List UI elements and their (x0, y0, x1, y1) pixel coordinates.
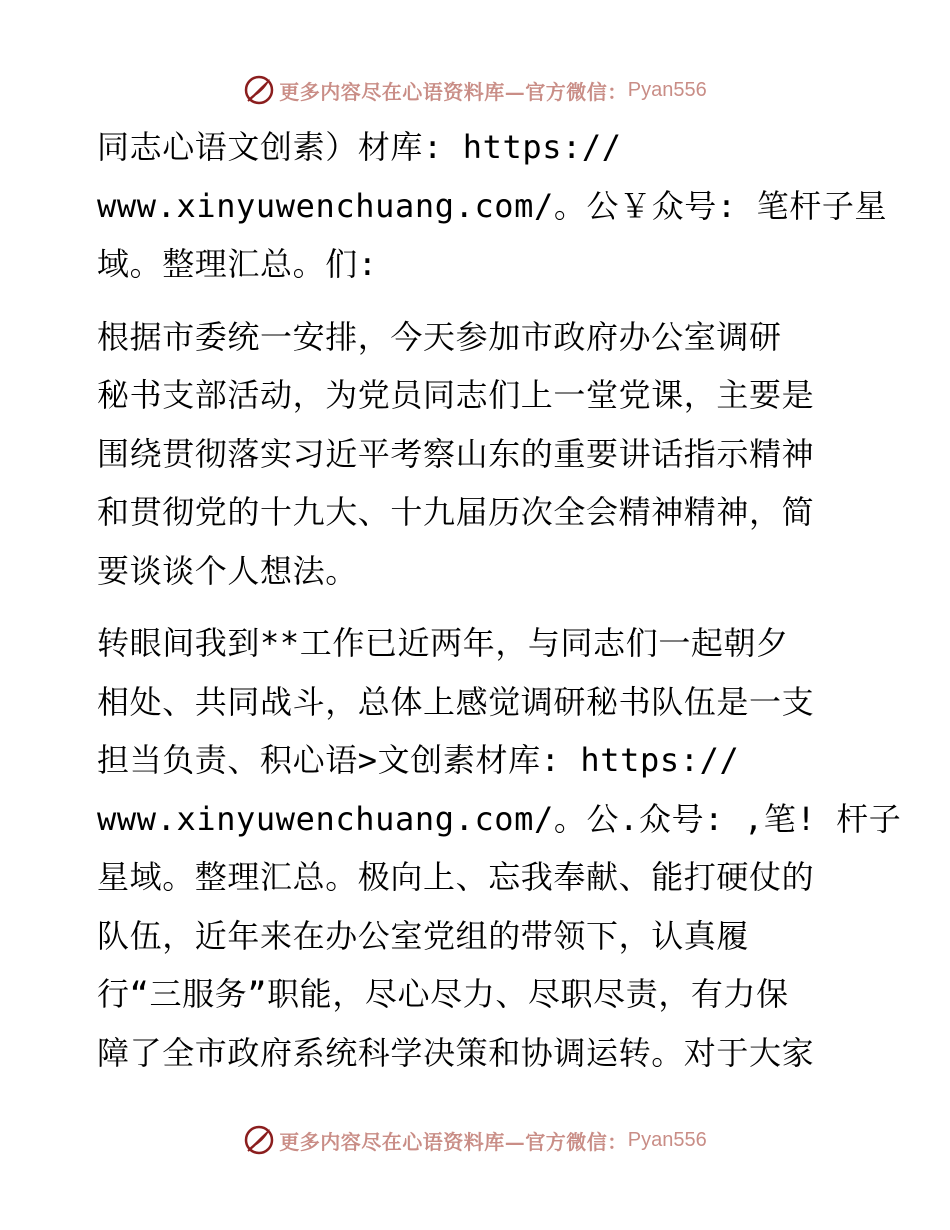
text-line: 行“三服务”职能，尽心尽力、尽职尽责，有力保 (97, 975, 789, 1013)
header-banner (0, 70, 950, 110)
text-line: 队伍，近年来在办公室党组的带领下，认真履 (97, 916, 750, 955)
paragraph-1 (97, 118, 888, 294)
text-line: 相处、共同战斗，总体上感觉调研秘书队伍是一支 (97, 682, 815, 721)
text-line: 根据市委统一安排，今天参加市政府办公室调研 (97, 317, 782, 356)
text-line: 秘书支部活动，为党员同志们上一堂党课，主要是 (97, 376, 815, 414)
text-line: 转眼间我到**工作已近两年，与同志们一起朝夕 (97, 624, 789, 662)
text-line: 域。整理汇总。们: (97, 245, 378, 283)
paragraph-3 (97, 614, 902, 1082)
text-line: 担当负责、积心语>文创素材库: https:// (97, 741, 740, 779)
header-wechat-id: Pyan556 (627, 78, 707, 101)
footer-wechat-id: Pyan556 (627, 1128, 707, 1151)
text-line: www.xinyuwenchuang.com/。公￥众号: 笔杆子星 (97, 186, 888, 225)
header-text: 更多内容尽在心语资料库—官方微信： (279, 79, 628, 104)
text-line: 同志心语文创素）材库: https:// (97, 128, 622, 166)
footer-text: 更多内容尽在心语资料库—官方微信： (279, 1129, 628, 1154)
paragraph-2 (97, 308, 857, 601)
text-line: 围绕贯彻落实习近平考察山东的重要讲话指示精神 (97, 434, 815, 473)
text-line: 星域。整理汇总。极向上、忘我奉献、能打硬仗的 (97, 858, 815, 896)
text-line: www.xinyuwenchuang.com/。公.众号: ,笔! 杆子 (97, 799, 902, 838)
text-line: 和贯彻党的十九大、十九届历次全会精神精神，简 (97, 493, 815, 531)
quill-pen-logo-icon (243, 1124, 275, 1156)
quill-pen-logo-icon (243, 74, 275, 106)
document-body (97, 118, 902, 1096)
footer-banner (0, 1120, 950, 1160)
text-line: 障了全市政府系统科学决策和协调运转。对于大家 (97, 1033, 815, 1072)
text-line: 要谈谈个人想法。 (97, 551, 358, 590)
